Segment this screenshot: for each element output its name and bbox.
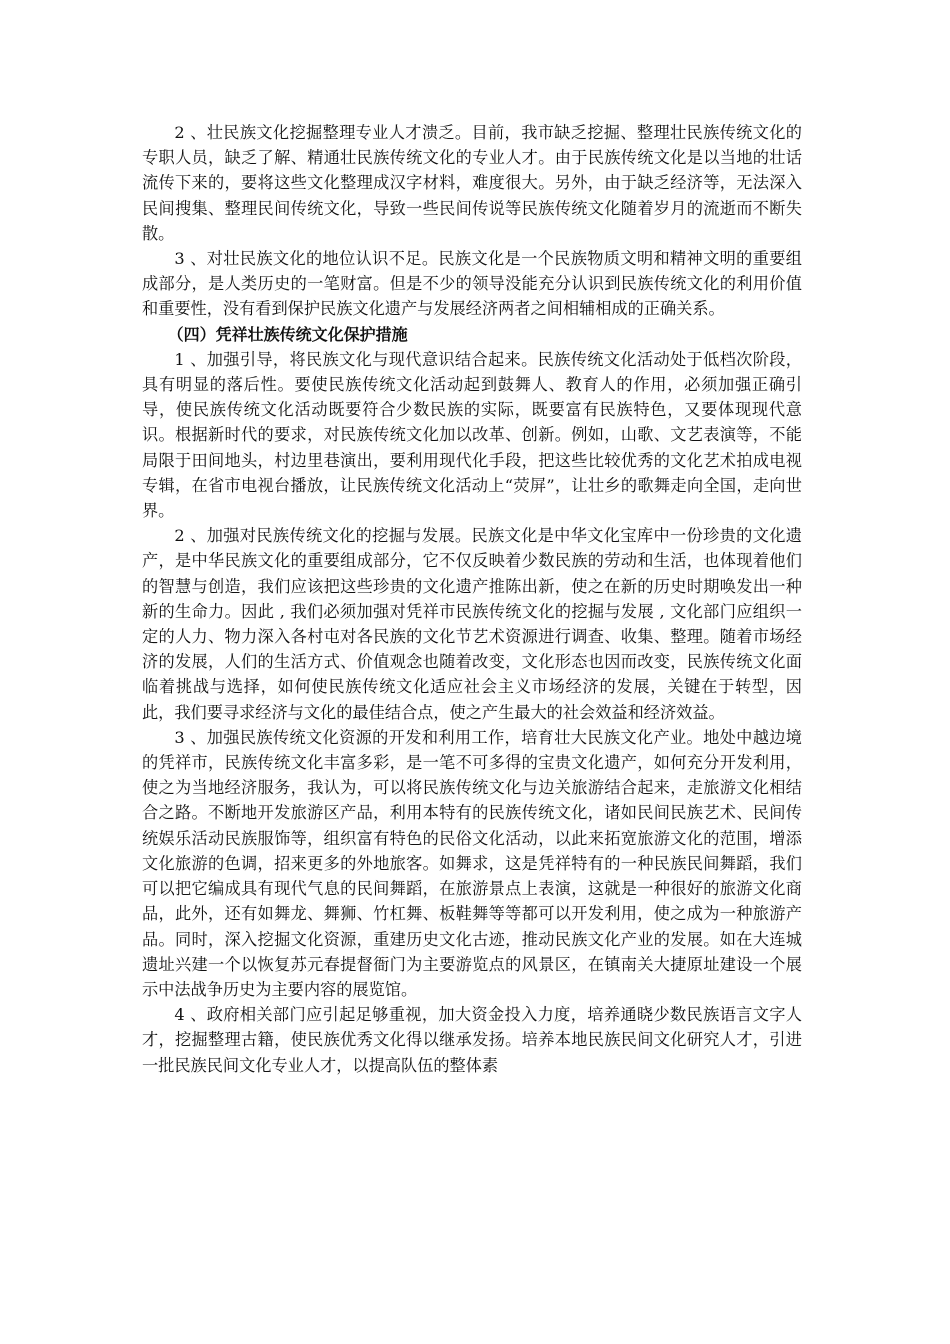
paragraph-measure-guidance: 1 、加强引导，将民族文化与现代意识结合起来。民族传统文化活动处于低档次阶段，具有明显的落后性。要使民族传统文化活动起到鼓舞人、教育人的作用，必须加强正确引导，使民族传统文化活动既要符合少数民族的实际，既要富有民族特色，又要体现现代意识。根据新时代的要求，对民族传统文化加以改革、创新。例如，山歌、文艺表演等，不能局限于田间地头，村边里巷演出，要利用现代化手段，把这些比较优秀的文化艺术拍成电视专辑，在省市电视台播放，让民族传统文化活动上“荧屏”，让壮乡的歌舞走向全国，走向世界。 bbox=[142, 349, 802, 521]
paragraph-insufficient-recognition: 3 、对壮民族文化的地位认识不足。民族文化是一个民族物质文明和精神文明的重要组成部分，是人类历史的一笔财富。但是不少的领导没能充分认识到民族传统文化的利用价值和重要性，没有看到保护民族文化遗产与发展经济两者之间相辅相成的正确关系。 bbox=[142, 249, 802, 319]
paragraph-talent-shortage: 2 、壮民族文化挖掘整理专业人才溃乏。目前，我市缺乏挖掘、整理壮民族传统文化的专职人员，缺乏了解、精通壮民族传统文化的专业人才。由于民族传统文化是以当地的壮话流传下来的，要将这些文化整理成汉字材料，难度很大。另外，由于缺乏经济等，无法深入民间搜集、整理民间传统文化，导致一些民间传说等民族传统文化随着岁月的流逝而不断失散。 bbox=[142, 123, 802, 243]
paragraph-measure-government: 4 、政府相关部门应引起足够重视，加大资金投入力度，培养通晓少数民族语言文字人才，挖掘整理古籍，使民族优秀文化得以继承发扬。培养本地民族民间文化研究人才，引进一批民族民间文化专业人才，以提高队伍的整体素 bbox=[142, 1005, 802, 1075]
paragraph-measure-excavation: 2 、加强对民族传统文化的挖掘与发展。民族文化是中华文化宝库中一份珍贵的文化遗产，是中华民族文化的重要组成部分，它不仅反映着少数民族的劳动和生活，也体现着他们的智慧与创造，我们应该把这些珍贵的文化遗产推陈出新，使之在新的历史时期唤发出一种新的生命力。因此 , 我们必须加强对凭祥市民族传统文化的挖掘与发展 , 文化部门应组织一定的人力、物力深入各村屯对各民族的文化节艺术资源进行调查、收集、整理。随着市场经济的发展，人们的生活方式、价值观念也随着改变，文化形态也因而改变，民族传统文化面临着挑战与选择，如何使民族传统文化适应社会主义市场经济的发展，关键在于转型，因此，我们要寻求经济与文化的最佳结合点，使之产生最大的社会效益和经济效益。 bbox=[142, 526, 802, 722]
section-heading: （四）凭祥壮族传统文化保护措施 bbox=[167, 324, 408, 344]
document-page bbox=[142, 120, 802, 1078]
paragraph-measure-tourism: 3 、加强民族传统文化资源的开发和利用工作，培育壮大民族文化产业。地处中越边境的凭祥市，民族传统文化丰富多彩，是一笔不可多得的宝贵文化遗产，如何充分开发利用，使之为当地经济服务，我认为，可以将民族传统文化与边关旅游结合起来，走旅游文化相结合之路。不断地开发旅游区产品，利用本特有的民族传统文化，诸如民间民族艺术、民间传统娱乐活动民族服饰等，组织富有特色的民俗文化活动，以此来拓宽旅游文化的范围，增添文化旅游的色调，招来更多的外地旅客。如舞求，这是凭祥特有的一种民族民间舞蹈，我们可以把它编成具有现代气息的民间舞蹈，在旅游景点上表演，这就是一种很好的旅游文化商品，此外，还有如舞龙、舞狮、竹杠舞、板鞋舞等等都可以开发利用，使之成为一种旅游产品。同时，深入挖掘文化资源，重建历史文化古迹，推动民族文化产业的发展。如在大连城遗址兴建一个以恢复苏元春提督衙门为主要游览点的风景区，在镇南关大捷原址建设一个展示中法战争历史为主要内容的展览馆。 bbox=[142, 727, 802, 999]
